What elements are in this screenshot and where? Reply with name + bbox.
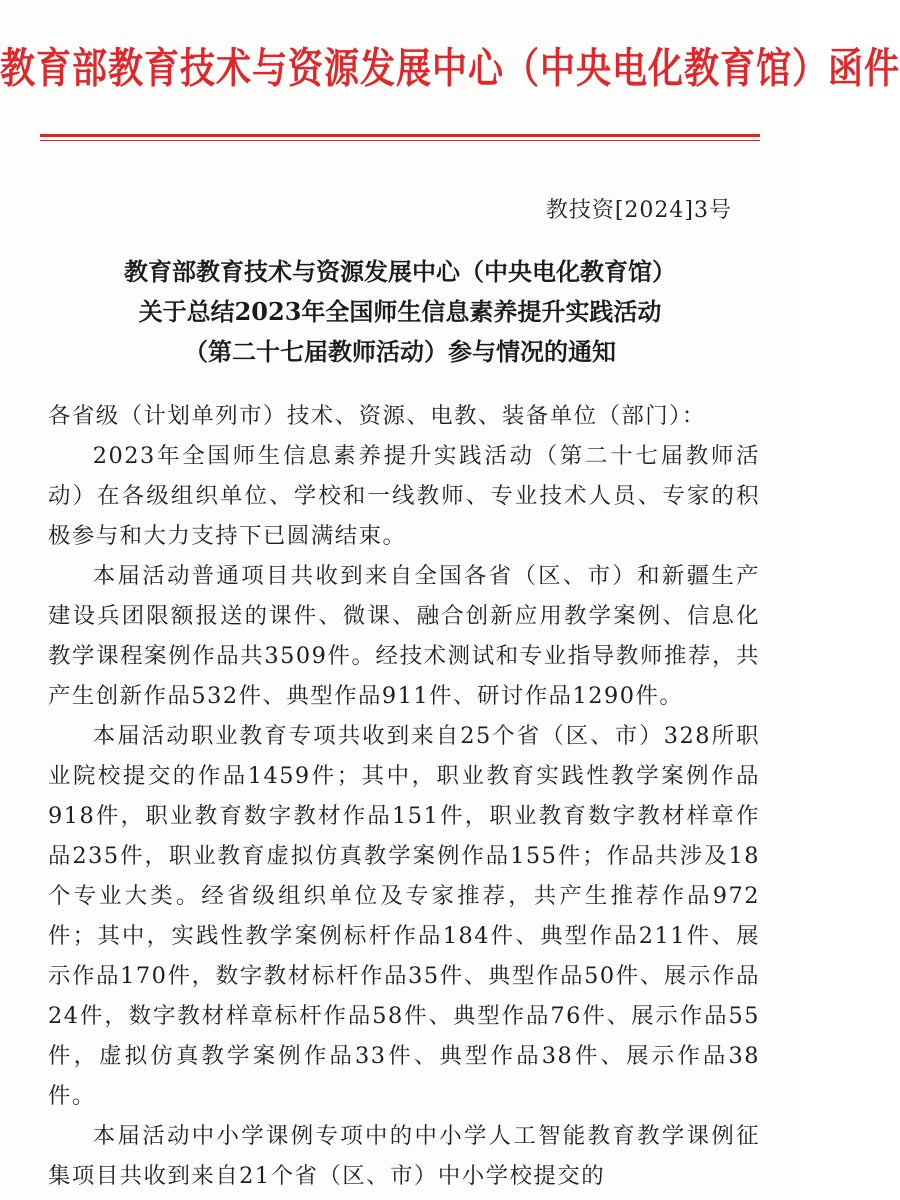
salutation: 各省级（计划单列市）技术、资源、电教、装备单位（部门）：	[48, 403, 706, 429]
paragraph-2: 本届活动普通项目共收到来自全国各省（区、市）和新疆生产建设兵团限额报送的课件、微课、融合创新应用教学案例、信息化教学课程案例作品共3509件。经技术测试和专业指导教师推荐，共产生创新作品532件、典型作品911件、研讨作品1290件。	[48, 563, 760, 709]
title-line-2: 关于总结2023年全国师生信息素养提升实践活动	[138, 297, 662, 326]
document-body	[48, 396, 760, 1196]
paragraph-4: 本届活动中小学课例专项中的中小学人工智能教育教学课例征集项目共收到来自21个省（区、市）中小学校提交的	[48, 1123, 760, 1189]
letterhead-rule-thick	[40, 134, 760, 137]
paragraph-3: 本届活动职业教育专项共收到来自25个省（区、市）328所职业院校提交的作品1459件；其中，职业教育实践性教学案例作品918件，职业教育数字教材作品151件，职业教育数字教材样章作品235件，职业教育虚拟仿真教学案例作品155件；作品共涉及18个专业大类。经省级组织单位及专家推荐，共产生推荐作品972件；其中，实践性教学案例标杆作品184件、典型作品211件、展示作品170件，数字教材标杆作品35件、典型作品50件、展示作品24件，数字教材样章标杆作品58件、典型作品76件、展示作品55件，虚拟仿真教学案例作品33件、典型作品38件、展示作品38件。	[48, 723, 760, 1109]
document-title	[0, 252, 800, 372]
title-line-1: 教育部教育技术与资源发展中心（中央电化教育馆）	[124, 257, 676, 286]
letterhead-rule-thin	[40, 140, 760, 141]
document-number: 教技资[2024]3号	[545, 198, 732, 223]
paragraph-1: 2023年全国师生信息素养提升实践活动（第二十七届教师活动）在各级组织单位、学校和一线教师、专业技术人员、专家的积极参与和大力支持下已圆满结束。	[48, 443, 760, 549]
letterhead-title: 教育部教育技术与资源发展中心（中央电化教育馆）函件	[0, 44, 900, 94]
title-line-3: （第二十七届教师活动）参与情况的通知	[184, 337, 616, 366]
